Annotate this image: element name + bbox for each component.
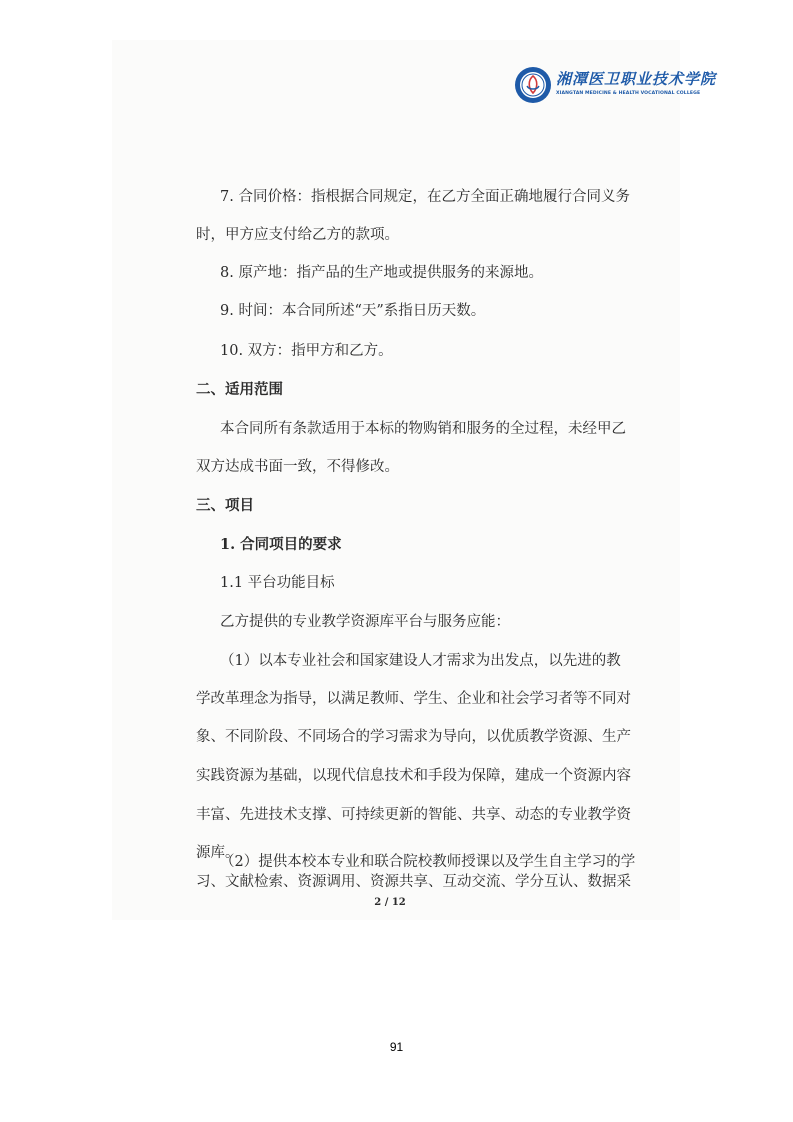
college-name-cn: 湘潭医卫职业技术学院 <box>556 70 717 88</box>
footer-page-number: 91 <box>389 1040 404 1054</box>
scanned-page <box>112 40 680 920</box>
item-1-line-5: 丰富、先进技术支撑、可持续更新的智能、共享、动态的专业教学资 <box>196 807 631 823</box>
scope-paragraph-line-1: 本合同所有条款适用于本标的物购销和服务的全过程，未经甲乙 <box>220 421 626 437</box>
college-logo <box>514 66 717 106</box>
scope-paragraph-line-2: 双方达成书面一致，不得修改。 <box>196 459 399 475</box>
item-1-line-2: 学改革理念为指导，以满足教师、学生、企业和社会学习者等不同对 <box>196 691 631 707</box>
clause-7-line-1: 7. 合同价格：指根据合同规定，在乙方全面正确地履行合同义务 <box>220 189 630 205</box>
page-indicator: 2 / 12 <box>374 897 406 908</box>
item-1-line-4: 实践资源为基础，以现代信息技术和手段为保障，建成一个资源内容 <box>196 768 631 784</box>
college-name-en: XIANGTAN MEDICINE & HEALTH VOCATIONAL COLLEGE <box>556 91 701 96</box>
clause-10: 10. 双方：指甲方和乙方。 <box>220 343 393 359</box>
clause-8: 8. 原产地：指产品的生产地或提供服务的来源地。 <box>220 265 543 281</box>
clause-9: 9. 时间：本合同所述“天”系指日历天数。 <box>220 303 486 319</box>
subsection-heading-requirements: 1. 合同项目的要求 <box>220 536 342 553</box>
clause-7-line-2: 时，甲方应支付给乙方的款项。 <box>196 227 399 243</box>
college-emblem-icon <box>514 66 552 104</box>
item-2-line-1: （2）提供本校本专业和联合院校教师授课以及学生自主学习的学 <box>220 854 636 870</box>
subsection-heading-platform-goals: 1.1 平台功能目标 <box>220 575 335 591</box>
section-heading-scope: 二、适用范围 <box>196 381 283 398</box>
item-1-line-6: 源库。 <box>196 845 240 861</box>
section-heading-project: 三、项目 <box>196 497 254 514</box>
item-1-line-1: （1）以本专业社会和国家建设人才需求为出发点，以先进的教 <box>220 653 621 669</box>
platform-intro: 乙方提供的专业教学资源库平台与服务应能： <box>220 614 510 630</box>
item-1-line-3: 象、不同阶段、不同场合的学习需求为导向，以优质教学资源、生产 <box>196 729 631 745</box>
item-2-line-2: 习、文献检索、资源调用、资源共享、互动交流、学分互认、数据采 <box>196 874 631 890</box>
